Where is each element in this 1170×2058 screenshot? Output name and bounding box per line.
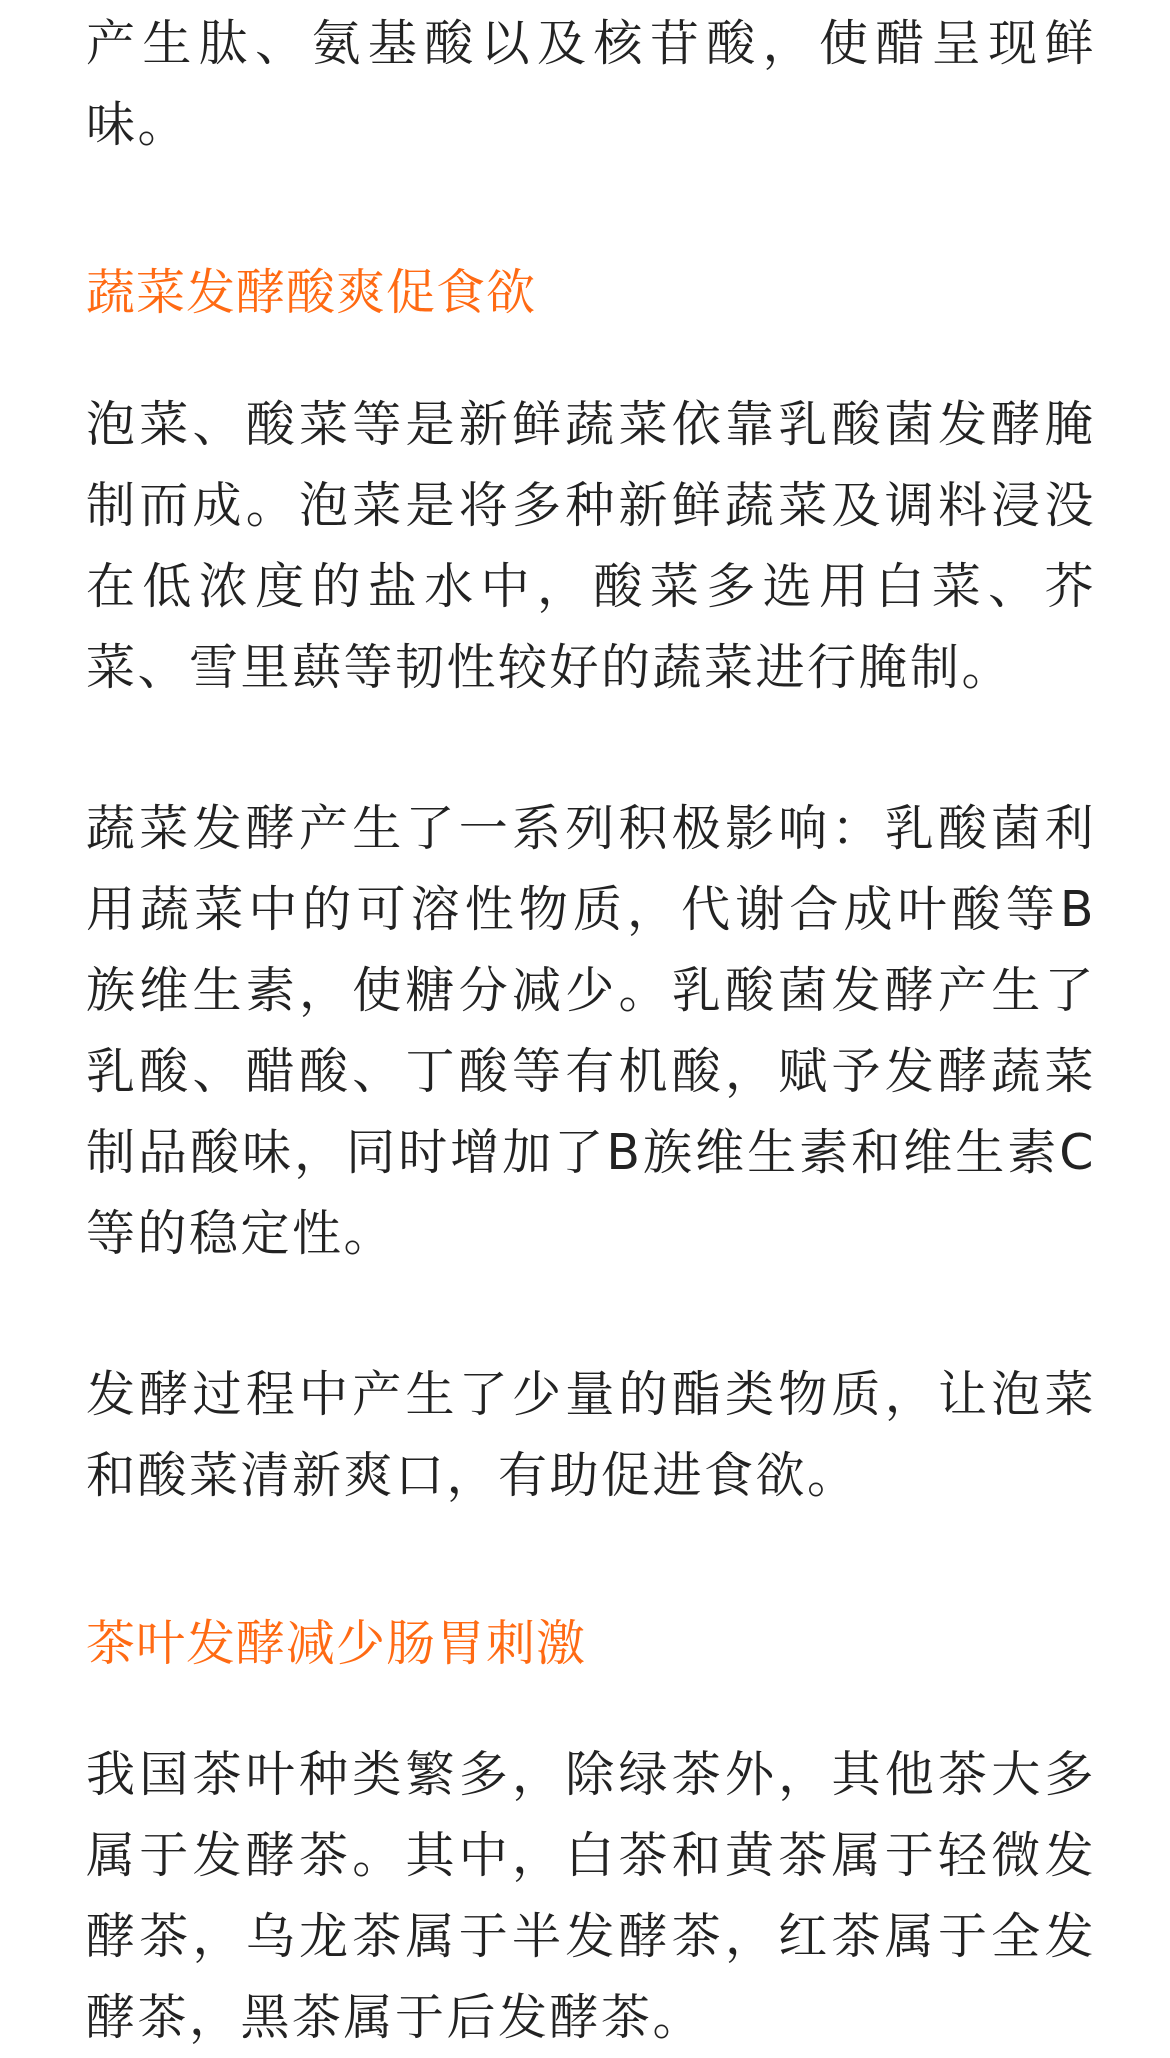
lead-paragraph: 产生肽、氨基酸以及核苷酸，使醋呈现鲜味。 <box>86 15 1096 153</box>
paragraph-tea-types: 我国茶叶种类繁多，除绿茶外，其他茶大多属于发酵茶。其中，白茶和黄茶属于轻微发酵茶，乌龙茶属于半发酵茶，红茶属于全发酵茶，黑茶属于后发酵茶。 <box>86 1746 1096 2046</box>
section-heading-vegetable-fermentation: 蔬菜发酵酸爽促食欲 <box>86 264 537 321</box>
paragraph-esters-appetite: 发酵过程中产生了少量的酯类物质，让泡菜和酸菜清新爽口，有助促进食欲。 <box>86 1366 1096 1504</box>
section-heading-tea-fermentation: 茶叶发酵减少肠胃刺激 <box>86 1615 587 1672</box>
article-body <box>86 0 1096 2058</box>
paragraph-pickles-intro: 泡菜、酸菜等是新鲜蔬菜依靠乳酸菌发酵腌制而成。泡菜是将多种新鲜蔬菜及调料浸没在低浓度的盐水中，酸菜多选用白菜、芥菜、雪里蕻等韧性较好的蔬菜进行腌制。 <box>86 396 1096 696</box>
paragraph-fermentation-effects: 蔬菜发酵产生了一系列积极影响：乳酸菌利用蔬菜中的可溶性物质，代谢合成叶酸等B族维生素，使糖分减少。乳酸菌发酵产生了乳酸、醋酸、丁酸等有机酸，赋予发酵蔬菜制品酸味，同时增加了B族维生素和维生素C等的稳定性。 <box>86 800 1096 1262</box>
